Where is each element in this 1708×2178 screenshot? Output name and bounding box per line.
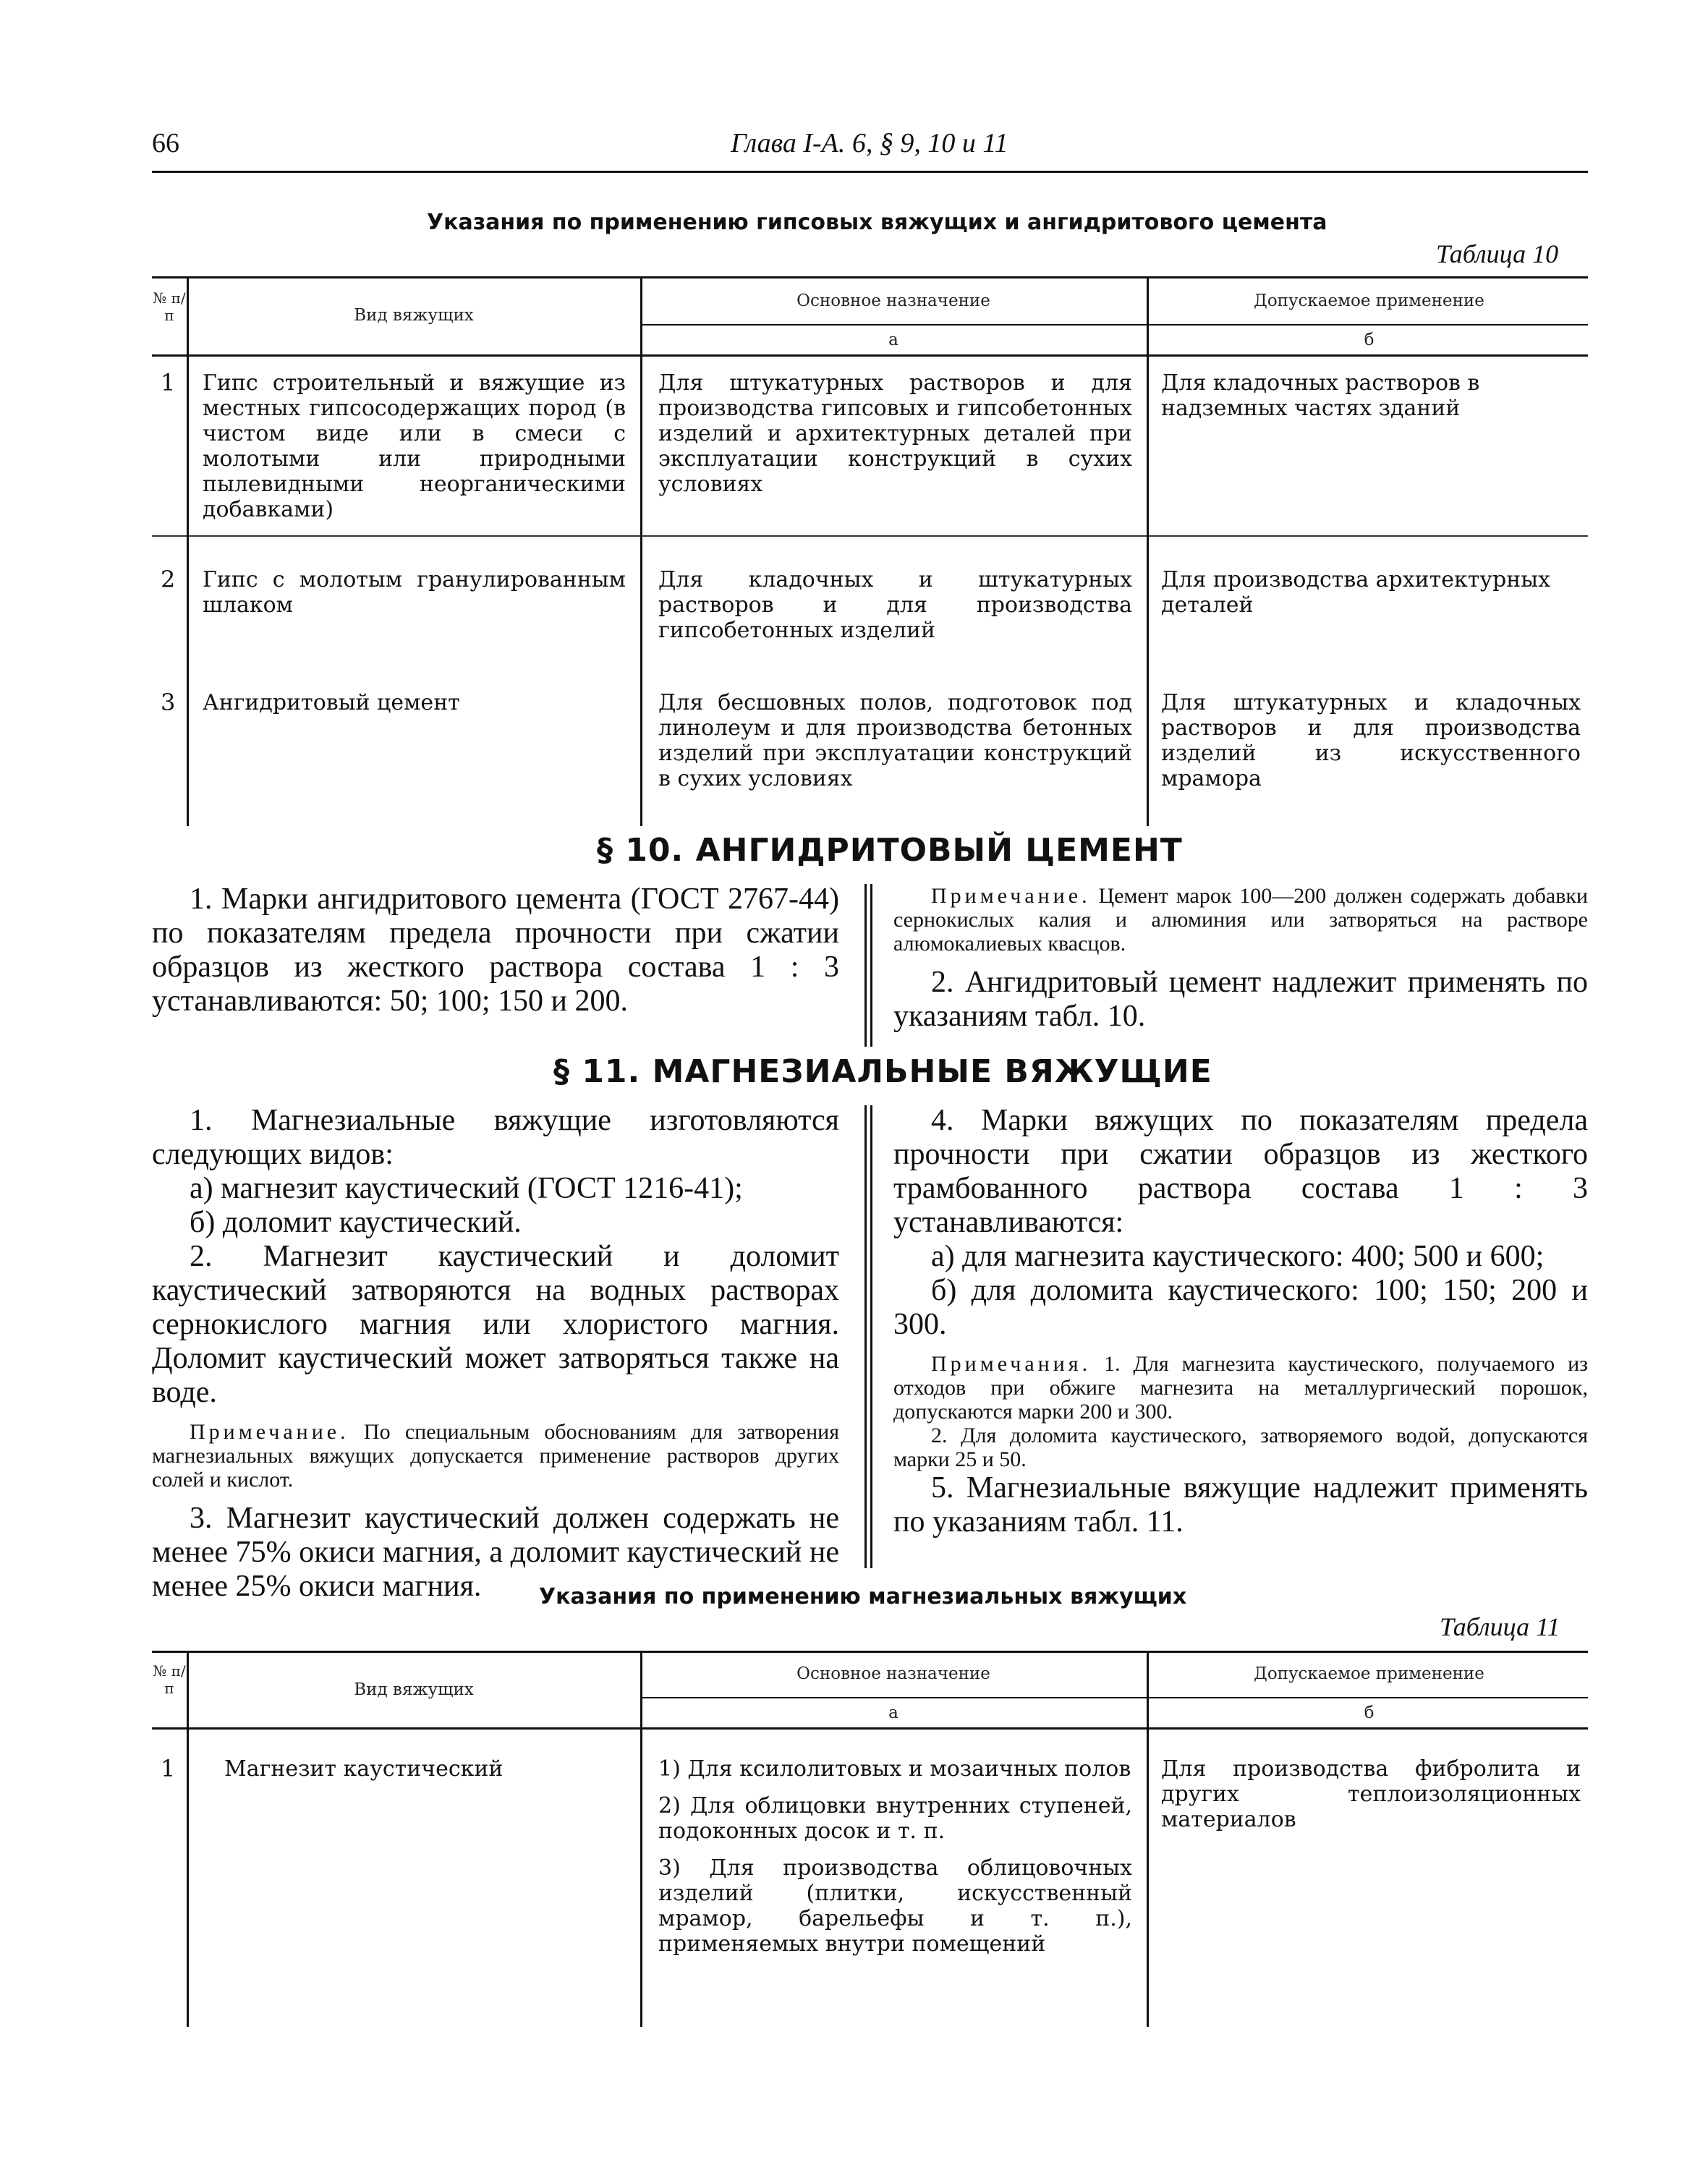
- row-main-item: 3) Для производства облицовочных изделий (плитки, искусственный мрамор, барельефы и т. п.), применяемых внутри помещений: [658, 1855, 1132, 1957]
- row-main: Для штукатурных растворов и для производства гипсовых и гипсобетонных изделий и архитектурных деталей при эксплуатации конструкций в сухих условиях: [658, 370, 1132, 497]
- header-allowed-sub: б: [1364, 1703, 1375, 1722]
- paragraph: 4. Марки вяжущих по показателям предела прочности при сжатии образцов из жесткого трамбованного раствора состава 1 : 3 устанавливаются:: [893, 1104, 1588, 1239]
- note: [893, 884, 1588, 956]
- row-allowed: Для производства архитектурных деталей: [1161, 567, 1551, 618]
- paragraph: 5. Магнезиальные вяжущие надлежит применять по указаниям табл. 11.: [893, 1471, 1588, 1539]
- note: [152, 1420, 839, 1492]
- table-rule: [640, 324, 1588, 326]
- header-num: № п/п: [153, 1662, 186, 1697]
- paragraph: б) доломит каустический.: [190, 1206, 522, 1239]
- row-allowed: Для кладочных растворов в надземных частях зданий: [1161, 370, 1480, 421]
- header-main: Основное назначение: [796, 292, 990, 310]
- note: 2. Для доломита каустического, затворяемого водой, допускаются марки 25 и 50.: [893, 1424, 1588, 1471]
- row-allowed: Для штукатурных и кладочных растворов и для производства изделий из искусственного мрамора: [1161, 690, 1581, 791]
- table10-caption: Указания по применению гипсовых вяжущих и ангидритового цемента: [427, 210, 1327, 235]
- header-main: Основное назначение: [796, 1664, 990, 1683]
- row-main: Для кладочных и штукатурных растворов и для производства гипсобетонных изделий: [658, 567, 1132, 643]
- header-allowed-sub: б: [1364, 331, 1375, 349]
- column-separator: [870, 1105, 872, 1568]
- header-rule: [152, 171, 1588, 173]
- table-rule: [1147, 276, 1149, 826]
- note-label: Примечание.: [190, 1420, 349, 1444]
- section10-title: § 10. АНГИДРИТОВЫЙ ЦЕМЕНТ: [597, 832, 1183, 869]
- row-main-item: 2) Для облицовки внутренних ступеней, подоконных досок и т. п.: [658, 1793, 1132, 1844]
- row-main: [658, 1756, 1132, 1968]
- page-number: 66: [152, 128, 179, 158]
- header-type: Вид вяжущих: [354, 1680, 474, 1699]
- note-text: Цемент марок 100—200 должен содержать добавки сернокислых калия и алюминия или затворяться на растворе алюмокалиевых квасцов.: [893, 884, 1589, 956]
- table-rule: [1147, 1651, 1149, 2027]
- section11-right-column: [893, 1104, 1588, 1539]
- table-rule: [152, 354, 1588, 357]
- paragraph: 2. Ангидритовый цемент надлежит применять по указаниям табл. 10.: [893, 966, 1588, 1033]
- table-rule: [187, 1651, 189, 2027]
- table-rule: [640, 1651, 642, 2027]
- note-text: По специальным обоснованиям для затворения магнезиальных вяжущих допускается применение растворов других солей и кислот.: [152, 1420, 840, 1492]
- paragraph: 2. Магнезит каустический и доломит каустический затворяются на водных растворах сернокислого магния или хлористого магния. Доломит каустический может затворяться также на воде.: [152, 1240, 839, 1409]
- section11-title: § 11. МАГНЕЗИАЛЬНЫЕ ВЯЖУЩИЕ: [553, 1053, 1212, 1090]
- paragraph: а) для магнезита каустического: 400; 500 и 600;: [931, 1240, 1545, 1273]
- note-text: 1. Для магнезита каустического, получаемого из отходов при обжиге магнезита на металлургический порошок, допускаются марки 200 и 300.: [893, 1352, 1588, 1424]
- row-num: 3: [161, 689, 176, 716]
- note-label: Примечания.: [931, 1352, 1092, 1376]
- table11-caption: Указания по применению магнезиальных вяжущих: [539, 1584, 1187, 1609]
- table11: [152, 1651, 1588, 2027]
- header-num: № п/п: [153, 289, 186, 324]
- table10-label: Таблица 10: [1436, 239, 1559, 268]
- note-label: Примечание.: [931, 884, 1091, 908]
- row-main: Для бесшовных полов, подготовок под линолеум и для производства бетонных изделий при эксплуатации конструкций в сухих условиях: [658, 690, 1132, 791]
- table-rule: [152, 276, 1588, 278]
- table-rule: [187, 276, 189, 826]
- header-allowed: Допускаемое применение: [1254, 292, 1484, 310]
- header-type: Вид вяжущих: [354, 306, 474, 325]
- table-rule: [152, 535, 1588, 537]
- row-type: Гипс строительный и вяжущие из местных гипсосодержащих пород (в чистом виде или в смеси с молотыми или природными пылевидными неорганическими добавками): [203, 370, 626, 522]
- table-rule: [152, 1727, 1588, 1730]
- table11-label: Таблица 11: [1440, 1612, 1560, 1641]
- paragraph: 3. Магнезит каустический должен содержать не менее 75% окиси магния, а доломит каустический не менее 25% окиси магния.: [152, 1502, 839, 1603]
- section11-left-column: [152, 1104, 839, 1604]
- header-main-sub: а: [888, 331, 898, 349]
- note: [893, 1352, 1588, 1424]
- row-num: 1: [161, 1755, 176, 1782]
- paragraph: 1. Магнезиальные вяжущие изготовляются следующих видов:: [152, 1104, 839, 1171]
- paragraph: б) для доломита каустического: 100; 150; 200 и 300.: [893, 1274, 1588, 1341]
- section10-left-column: [152, 882, 839, 1018]
- row-type: Ангидритовый цемент: [203, 690, 460, 715]
- row-allowed: Для производства фибролита и других теплоизоляционных материалов: [1161, 1756, 1581, 1832]
- row-num: 2: [161, 566, 176, 593]
- header-allowed: Допускаемое применение: [1254, 1664, 1484, 1683]
- paragraph: а) магнезит каустический (ГОСТ 1216-41);: [190, 1172, 743, 1205]
- paragraph: 1. Марки ангидритового цемента (ГОСТ 2767-44) по показателям предела прочности при сжатии образцов из жесткого раствора состава 1 : 3 устанавливаются: 50; 100; 150 и 200.: [152, 882, 839, 1018]
- column-separator: [870, 884, 872, 1047]
- header-main-sub: а: [888, 1703, 898, 1722]
- row-type: Гипс с молотым гранулированным шлаком: [203, 567, 626, 618]
- table-rule: [640, 276, 642, 826]
- column-separator: [864, 884, 867, 1047]
- row-type: Магнезит каустический: [224, 1756, 504, 1782]
- table-rule: [640, 1697, 1588, 1698]
- row-main-item: 1) Для ксилолитовых и мозаичных полов: [658, 1756, 1131, 1782]
- row-num: 1: [161, 369, 176, 396]
- table10: [152, 276, 1588, 826]
- section10-right-column: [893, 884, 1588, 1034]
- chapter-header: Глава I-А. 6, § 9, 10 и 11: [731, 128, 1008, 158]
- column-separator: [864, 1105, 867, 1568]
- table-rule: [152, 1651, 1588, 1653]
